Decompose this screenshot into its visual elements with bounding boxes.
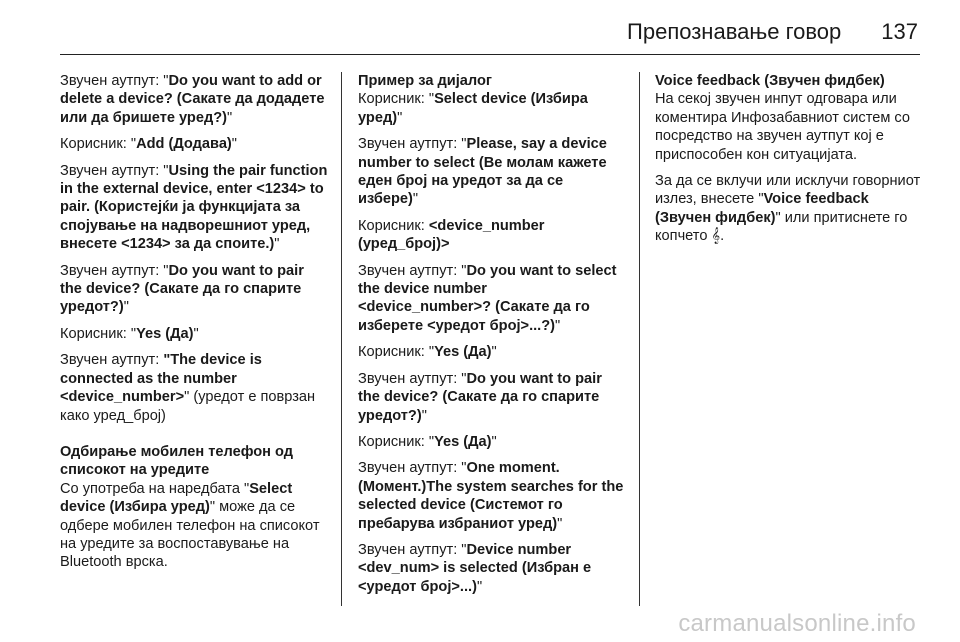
section-heading: Пример за дијалог: [358, 73, 492, 89]
paragraph: Звучен аутпут: "Please, say a device number to select (Ве молам кажете еден број на уредот за да се избере)": [358, 136, 607, 208]
column-divider: [639, 72, 640, 606]
section-heading: Одбирање мобилен телефон од списокот на уредите: [60, 443, 294, 479]
page-number: 137: [881, 19, 918, 44]
paragraph: За да се вклучи или исклучи говорниот излез, внесете "Voice feedback (Звучен фидбек)" или притиснете го копчето 𝄞.: [655, 173, 921, 245]
paragraph: Корисник: "Yes (Да)": [358, 433, 497, 450]
page-title: Препознавање говор: [627, 19, 842, 44]
header-divider: [60, 54, 920, 55]
paragraph: Со употреба на наредбата "Select device (Избира уред)" може да се одбере мобилен телефон на списокот на уредите за воспоставување на Bluetooth врска.: [60, 480, 320, 571]
section-heading: Voice feedback (Звучен фидбек): [655, 73, 885, 89]
paragraph: Корисник: "Add (Додава)": [60, 136, 237, 153]
paragraph: Звучен аутпут: "Do you want to add or delete a device? (Сакате да додадете или да бришете уред?)": [60, 73, 325, 126]
watermark: carmanualsonline.info: [678, 610, 916, 637]
paragraph: Звучен аутпут: "The device is connected as the number <device_number>" (уредот е поврзан како уред_број): [60, 352, 316, 424]
paragraph: Звучен аутпут: "Do you want to select the device number <device_number>? (Сакате да го изберете <уредот број>...?)": [358, 262, 617, 334]
column-right: [655, 72, 925, 254]
page-header: [0, 14, 918, 50]
paragraph: Корисник: "Yes (Да)": [60, 325, 199, 342]
paragraph: На секој звучен инпут одговара или коментира Инфозабавниот систем со посредство на звучен аутпут кој е приспособен кон ситуацијата.: [655, 91, 910, 163]
voice-button-icon: 𝄞: [711, 228, 721, 245]
paragraph: Корисник: <device_number (уред_број)>: [358, 217, 545, 253]
paragraph: Звучен аутпут: "One moment. (Момент.)The system searches for the selected device (Системот го пребарува избраниот уред)": [358, 460, 624, 532]
column-middle: [358, 72, 624, 604]
paragraph: Корисник: "Yes (Да)": [358, 344, 497, 361]
paragraph: Звучен аутпут: "Do you want to pair the device? (Сакате да го спарите уредот?)": [60, 262, 304, 316]
column-left: [60, 72, 328, 580]
paragraph: Звучен аутпут: "Do you want to pair the device? (Сакате да го спарите уредот?)": [358, 370, 602, 424]
paragraph: Корисник: "Select device (Избира уред)": [358, 91, 588, 126]
paragraph: Звучен аутпут: "Device number <dev_num> is selected (Избран е <уредот број>...)": [358, 541, 592, 595]
paragraph: Звучен аутпут: "Using the pair function in the external device, enter <1234> to pair. (Користејќи ја функцијата за спојување на надворешниот уред, внесете <1234> за да споите.)": [60, 162, 328, 253]
column-divider: [341, 72, 342, 606]
